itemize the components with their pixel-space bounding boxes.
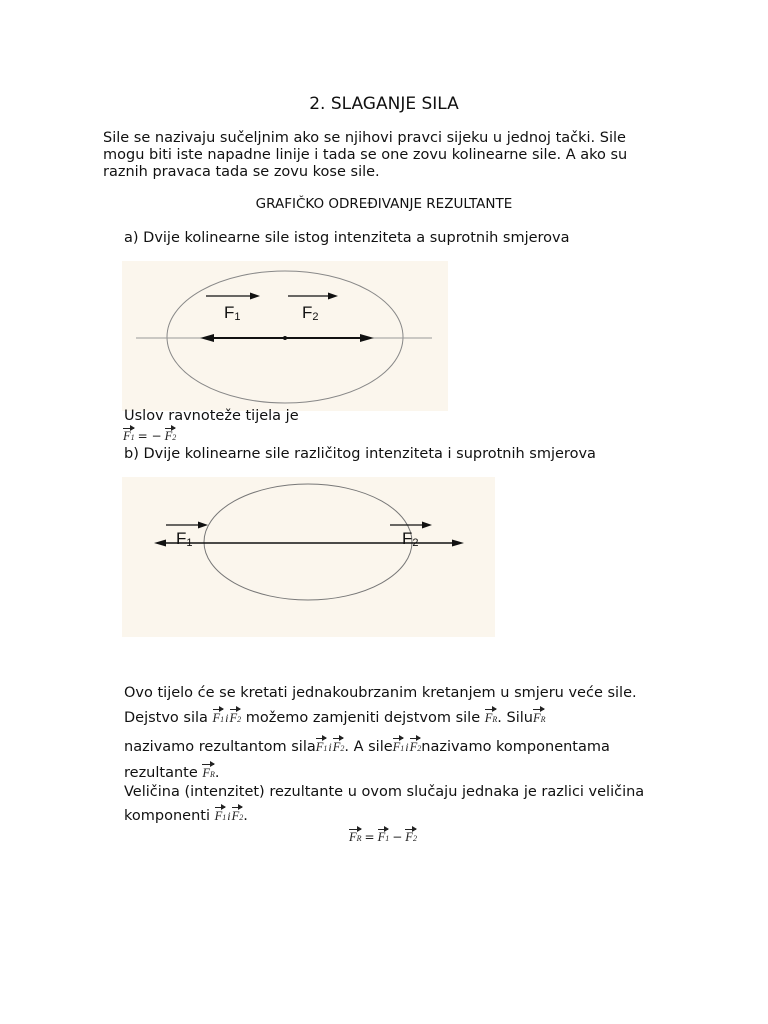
vector-f1: F1 [378,827,390,845]
intro-line: raznih pravaca tada se zovu kose sile. [103,164,380,180]
text: možemo zamjeniti dejstvom sile [245,710,481,726]
vector-fr: FR [349,827,362,845]
vector-f2: F2 [333,736,345,757]
vector-f2: F2 [410,736,422,757]
text: rezultante [124,765,198,781]
text: . Silu [497,710,533,726]
section-title: GRAFIČKO ODREĐIVANJE REZULTANTE [255,196,513,212]
vector-f1: F1 [393,736,405,757]
vector-f1: F1 [213,707,225,728]
vector-f2: F2 [165,426,177,444]
force-label-f1: F1 [176,529,193,549]
equilibrium-equation: F1 = − F2 [123,425,176,444]
figure-equal-forces [122,261,448,411]
text: . [243,808,248,824]
vector-f1: F1 [215,805,227,826]
item-b-heading: b) Dvije kolinearne sile različitog intenziteta i suprotnih smjerova [124,446,596,462]
item-a-heading: a) Dvije kolinearne sile istog intenziteta a suprotnih smjerova [124,230,570,246]
vector-f2: F2 [230,707,242,728]
result-line-2: Dejstvo sila F1iF2 možemo zamjeniti dejstvom sile FR. SiluFR [124,707,545,728]
text: nazivamo rezultantom sila [124,739,316,755]
vector-f1: F1 [316,736,328,757]
vector-fr: FR [533,707,546,728]
resultant-equation: FR = F1 − F2 [349,826,417,845]
vector-f2: F2 [232,805,244,826]
text: nazivamo komponentama [421,739,610,755]
equilibrium-text: Uslov ravnoteže tijela je [124,408,299,424]
result-line-3: nazivamo rezultantom silaF1iF2. A sileF1iF2nazivamo komponentama [124,736,610,757]
intro-paragraph [103,130,627,181]
vector-fr: FR [485,707,498,728]
vector-f1: F1 [123,426,135,444]
intro-line: mogu biti iste napadne linije i tada se one zovu kolinearne sile. A ako su [103,147,628,163]
text: Dejstvo sila [124,710,208,726]
text: komponenti [124,808,210,824]
result-line-6: komponenti F1iF2. [124,805,248,826]
result-line-5: Veličina (intenzitet) rezultante u ovom slučaju jednaka je razlici veličina [124,784,645,800]
vector-f2: F2 [405,827,417,845]
force-label-f2: F2 [402,529,419,549]
page-title: 2. SLAGANJE SILA [309,94,459,114]
result-line-4 [124,762,220,783]
text: . [214,765,220,781]
intro-line: Sile se nazivaju sučeljnim ako se njihovi pravci sijeku u jednoj tački. Sile [103,130,626,146]
text: . A sile [344,739,393,755]
result-line-1: Ovo tijelo će se kretati jednakoubrzanim kretanjem u smjeru veće sile. [124,685,637,701]
force-label-f2: F2 [302,303,319,323]
vector-fr: FR [202,762,215,783]
force-label-f1: F1 [224,303,241,323]
figure-unequal-forces [122,477,495,637]
